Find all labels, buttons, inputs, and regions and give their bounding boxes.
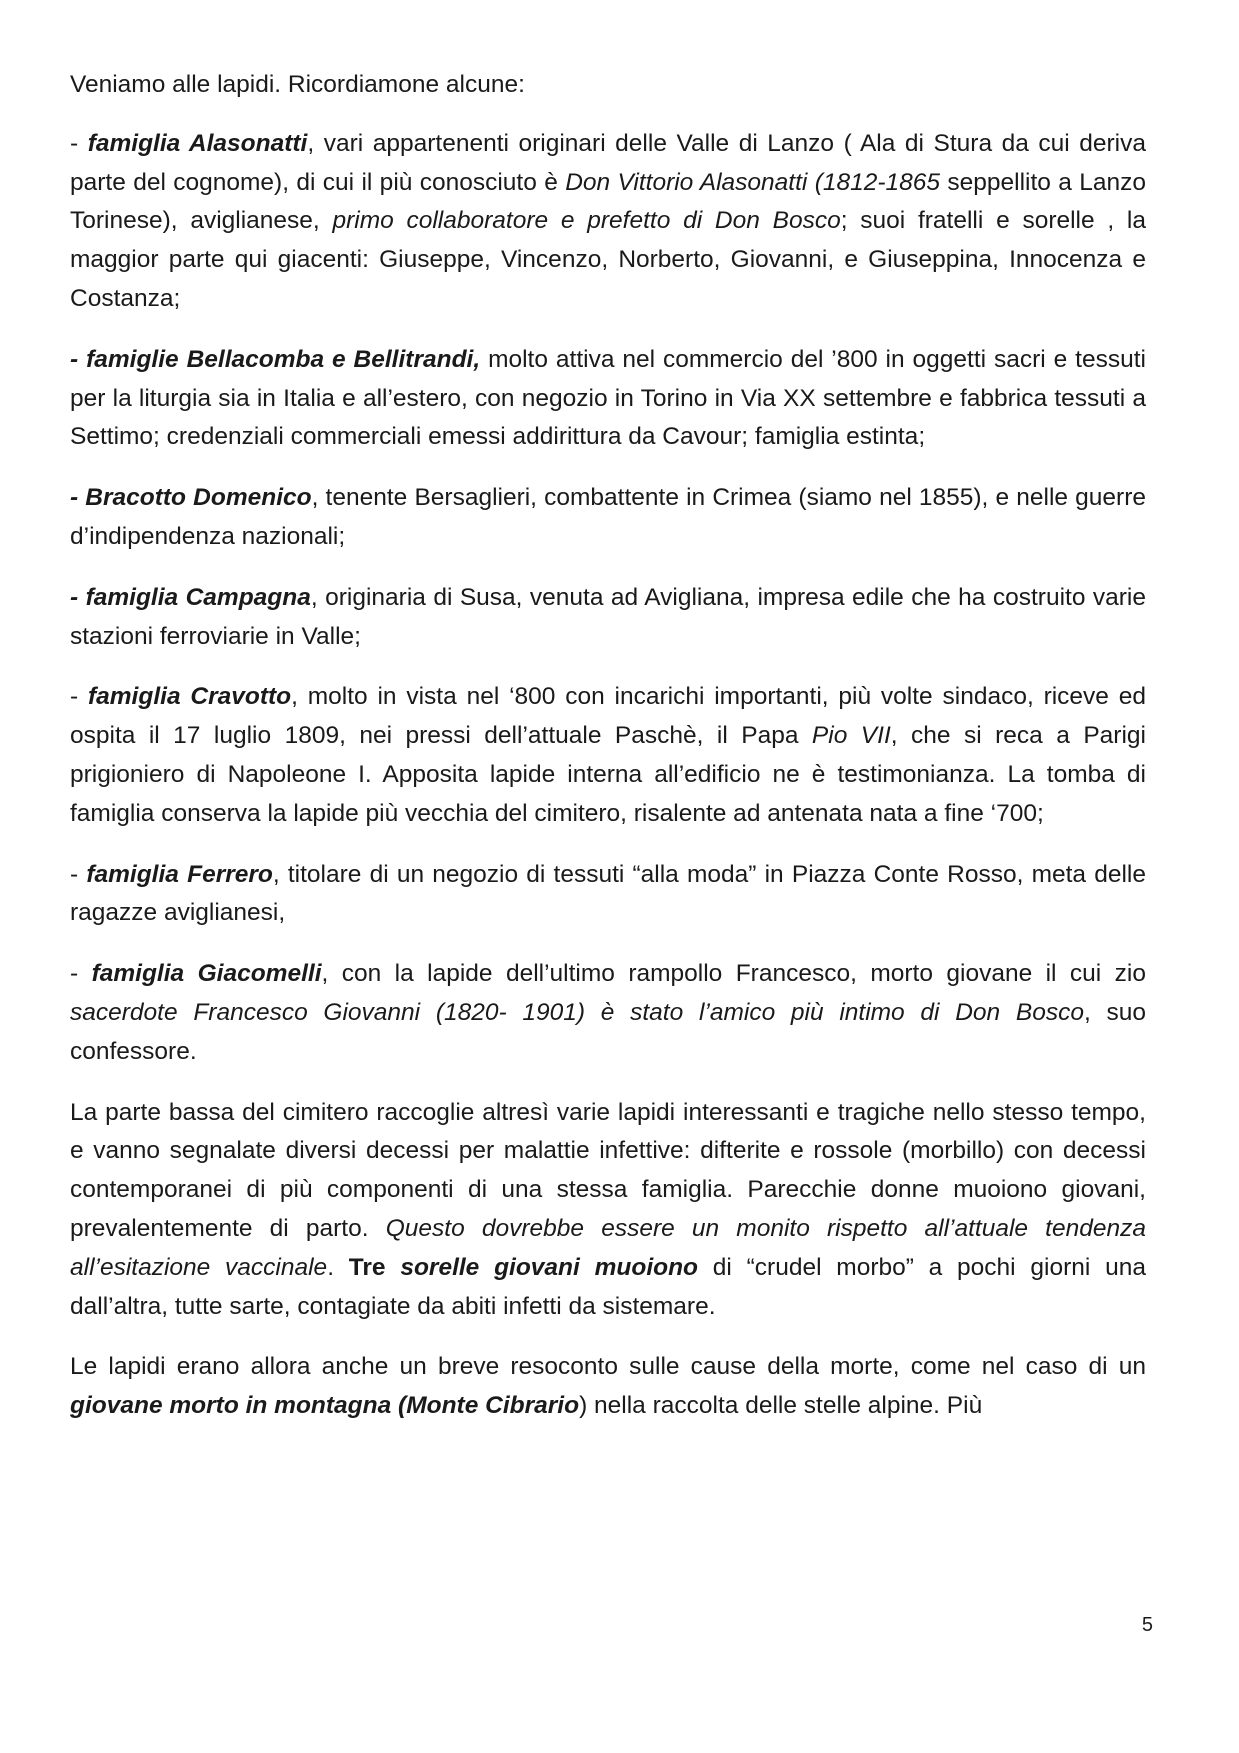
paragraph-bold: Tre — [348, 1253, 401, 1281]
entry-name: famiglia Cravotto — [87, 683, 292, 711]
entry-bracotto — [70, 479, 1146, 557]
document-body — [70, 66, 1146, 1448]
paragraph-bold-italic: giovane morto in montagna (Monte Cibrario — [70, 1392, 580, 1420]
entry-text: , tenente Bersaglieri, combattente in Crimea (siamo nel 1855), e nelle guerre d’indipendenza nazionali; — [70, 484, 1146, 550]
entry-italic: primo collaboratore e prefetto di Don Bosco — [332, 207, 841, 235]
entry-text: , originaria di Susa, venuta ad Avigliana, impresa edile che ha costruito varie stazioni ferroviarie in Valle; — [70, 583, 1146, 650]
entry-campagna — [70, 579, 1146, 657]
page-number: 5 — [1141, 1614, 1153, 1636]
entry-dash: - — [70, 860, 87, 888]
entry-text: seppellito a Lanzo Torinese), aviglianese, — [70, 168, 1146, 235]
entry-text: , vari appartenenti originari delle Valle di Lanzo ( Ala di Stura da cui deriva parte del cognome), di cui il più conosciuto è — [70, 129, 1146, 196]
entry-italic: Pio VII — [811, 722, 891, 750]
entry-italic: Don Vittorio Alasonatti (1812-1865 — [565, 168, 941, 196]
entry-dash: - — [70, 683, 88, 711]
entry-cravotto — [70, 678, 1146, 833]
entry-dash: - — [70, 960, 92, 988]
paragraph-text: di “crudel morbo” a pochi giorni una dall’altra, tutte sarte, contagiate da abiti infetti da sistemare. — [70, 1253, 1146, 1320]
entry-name: - famiglie Bellacomba e Bellitrandi, — [70, 345, 481, 373]
entry-text: , con la lapide dell’ultimo rampollo Francesco, morto giovane il cui zio — [321, 960, 1146, 988]
entry-name: - Bracotto Domenico — [70, 484, 312, 512]
paragraph-parte-bassa — [70, 1094, 1146, 1327]
entry-text: molto attiva nel commercio del ’800 in oggetti sacri e tessuti per la liturgia sia in Italia e all’estero, con negozio in Torino in Via XX settembre e fabbrica tessuti a Settimo; credenziali commerciali emessi addirittura da Cavour; famiglia estinta; — [70, 345, 1146, 451]
entry-text: , suo confessore. — [70, 998, 1146, 1065]
entry-dash: - — [70, 129, 88, 157]
entry-ferrero — [70, 856, 1146, 934]
entry-name: famiglia Ferrero — [86, 860, 273, 888]
paragraph-text: La parte bassa del cimitero raccoglie altresì varie lapidi interessanti e tragiche nello stesso tempo, e vanno segnalate diversi decessi per malattie infettive: difterite e rossole (morbillo) con decessi contemporanei di più componenti di una stessa famiglia. Parecchie donne muoiono giovani, prevalentemente di parto. — [70, 1098, 1146, 1242]
entry-alasonatti — [70, 125, 1146, 319]
entry-text: , molto in vista nel ‘800 con incarichi importanti, più volte sindaco, riceve ed ospita il 17 luglio 1809, nei pressi dell’attuale Paschè, il Papa — [70, 683, 1147, 750]
intro-paragraph: Veniamo alle lapidi. Ricordiamone alcune: — [70, 71, 525, 98]
entry-text: , titolare di un negozio di tessuti “alla moda” in Piazza Conte Rosso, meta delle ragazze aviglianesi, — [70, 860, 1146, 927]
paragraph-text: ) nella raccolta delle stelle alpine. Più — [579, 1392, 983, 1420]
entry-text: , che si reca a Parigi prigioniero di Napoleone I. Apposita lapide interna all’edificio ne è testimonianza. La tomba di famiglia conserva la lapide più vecchia del cimitero, risalente ad antenata nata a fine ‘700; — [70, 722, 1146, 827]
paragraph-lapidi — [70, 1348, 1146, 1426]
paragraph-text: Le lapidi erano allora anche un breve resoconto sulle cause della morte, come nel caso di un — [70, 1353, 1146, 1381]
entry-bellacomba — [70, 341, 1146, 457]
entry-name: - famiglia Campagna — [70, 583, 311, 611]
entry-name: famiglia Alasonatti — [87, 129, 308, 157]
paragraph-bold-italic: sorelle giovani muoiono — [400, 1253, 699, 1281]
entry-giacomelli — [70, 955, 1146, 1071]
entry-text: ; suoi fratelli e sorelle , la maggior parte qui giacenti: Giuseppe, Vincenzo, Norberto, Giovanni, e Giuseppina, Innocenza e Costanza; — [70, 207, 1146, 312]
paragraph-italic: Questo dovrebbe essere un monito rispetto all’attuale tendenza all’esitazione vaccinale — [70, 1214, 1146, 1281]
paragraph-text: . — [327, 1253, 349, 1281]
entry-italic: sacerdote Francesco Giovanni (1820- 1901) è stato l’amico più intimo di Don Bosco — [70, 998, 1084, 1026]
entry-name: famiglia Giacomelli — [91, 960, 322, 988]
